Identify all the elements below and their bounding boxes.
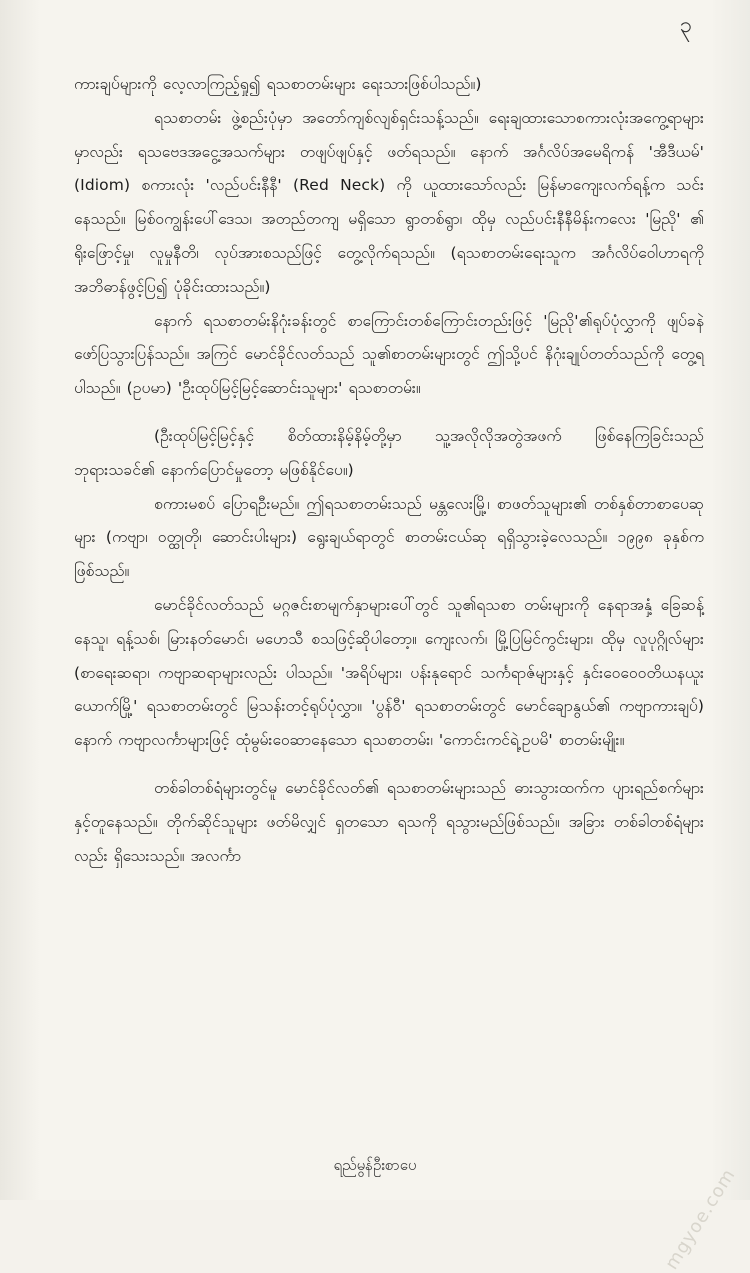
- watermark: mgyoe.com: [661, 1164, 740, 1273]
- paragraph-2: ရသစာတမ်း ဖွဲ့စည်းပုံမှာ အတော်ကျစ်လျစ်ရှင်းသန့်သည်။ ရေးချထားသောစကားလုံးအကွေ့ရာများမှာလည်း ရသဗေဒအငွေ့အသက်များ တဖျပ်ဖျပ်နှင့် ဖတ်ရသည်။ နောက် အင်္ဂလိပ်အမေရိကန် 'အီဒီယမ်' (Idiom) စကားလုံး 'လည်ပင်းနီနီ' (Red Neck) ကို ယူထားသော်လည်း မြန်မာကျေးလက်ရန့်က သင်းနေသည်။ မြစ်ဝကျွန်းပေါ်ဒေသ၊ အတည်တကျ မရှိသော ရွာတစ်ရွာ၊ ထိုမှ လည်ပင်းနီနီမိန်းကလေး 'မြညို' ၏ ရိုးဖြောင့်မှု၊ လူမှုနီတိ၊ လုပ်အားစသည်ဖြင့် တွေ့လိုက်ရသည်။ (ရသစာတမ်းရေးသူက အင်္ဂလိပ်ဝေါဟာရကို အဘိဓာန်ဖွင့်ပြ၍ ပုံခိုင်းထားသည်။): [74, 108, 704, 296]
- paragraph-6: မောင်ခိုင်လတ်သည် မဂ္ဂဇင်းစာမျက်နှာများပေါ်တွင် သူ၏ရသစာ တမ်းများကို နေရာအနှံ့ ခြေဆန့်နေသူ၊ ရန့်သစ်၊ မြားနတ်မောင်၊ မဟေသီ စသဖြင့်ဆိုပါတော့။ ကျေးလက်၊ မြို့ပြမြင်ကွင်းများ၊ ထိုမှ လူပုဂ္ဂိုလ်များ (စာရေးဆရာ၊ ကဗျာဆရာများလည်း ပါသည်။ 'အရိပ်များ၊ ပန်းနုရောင် သင်္ကရာဇ်များနှင့် နှင်းဝေဝေဝတိယနယူးယောက်မြို့' ရသစာတမ်းတွင် မြသန်းတင့်ရုပ်ပုံလွှာ။ 'ပွန်ဝီ' ရသစာတမ်းတွင် မောင်ချောနွယ်၏ ကဗျာကားချပ်) နောက် ကဗျာလင်္ကာများဖြင့် ထုံမွမ်းဝေဆာနေသော ရသစာတမ်း၊ 'ကောင်းကင်ရဲ့ဥပမိ' စာတမ်းမျိုး။: [74, 595, 704, 750]
- paragraph-7: တစ်ခါတစ်ရံများတွင်မူ မောင်ခိုင်လတ်၏ ရသစာတမ်းများသည် ဓားသွားထက်က ပျားရည်စက်များနှင့်တူနေသည်။ တိုက်ဆိုင်သူများ ဖတ်မိလျှင် ရှတသော ရသကို ရသွားမည်ဖြစ်သည်။ အခြား တစ်ခါတစ်ရံများလည်း ရှိသေးသည်။ အလင်္ကာ: [74, 778, 704, 865]
- page-body-text: [74, 68, 704, 873]
- paragraph-5: စကားမစပ် ပြောရဦးမည်။ ဤရသစာတမ်းသည် မန္တလေးမြို့၊ စာဖတ်သူများ၏ တစ်နှစ်တာစာပေဆုများ (ကဗျာ၊ ဝတ္ထုတို၊ ဆောင်းပါးများ) ရွေးချယ်ရာတွင် စာတမ်းငယ်ဆု ရရှိသွားခဲ့လေသည်။ ၁၉၉၈ ခုနှစ်က ဖြစ်သည်။: [74, 494, 704, 581]
- page-number: ၃: [679, 13, 692, 38]
- paragraph-1: ကားချပ်များကို လေ့လာကြည့်ရှု၍ ရသစာတမ်းများ ရေးသားဖြစ်ပါသည်။): [74, 75, 482, 93]
- paragraph-4-quote: (ဦးထုပ်မြင့်မြင့်နှင့် စိတ်ထားနိမ့်နိမ့်တို့မှာ သူ့အလိုလိုအတွဲအဖက် ဖြစ်နေကြခြင်းသည် ဘုရားသခင်၏ နောက်ပြောင်မှုတော့ မဖြစ်နိုင်ပေ။): [74, 426, 704, 479]
- publisher-footer: ရည်မွန်ဦးစာပေ: [333, 1156, 417, 1174]
- paragraph-3: နောက် ရသစာတမ်းနိဂုံးခန်းတွင် စာကြောင်းတစ်ကြောင်းတည်းဖြင့် 'မြညို'၏ရုပ်ပုံလွှာကို ဖျပ်ခနဲ ဖော်ပြသွားပြန်သည်။ အကြင် မောင်ခိုင်လတ်သည် သူ၏စာတမ်းများတွင် ဤသို့ပင် နိဂုံးချုပ်တတ်သည်ကို တွေ့ရပါသည်။ (ဥပမာ) 'ဦးထုပ်မြင့်မြင့်ဆောင်းသူများ' ရသစာတမ်း။: [74, 311, 704, 398]
